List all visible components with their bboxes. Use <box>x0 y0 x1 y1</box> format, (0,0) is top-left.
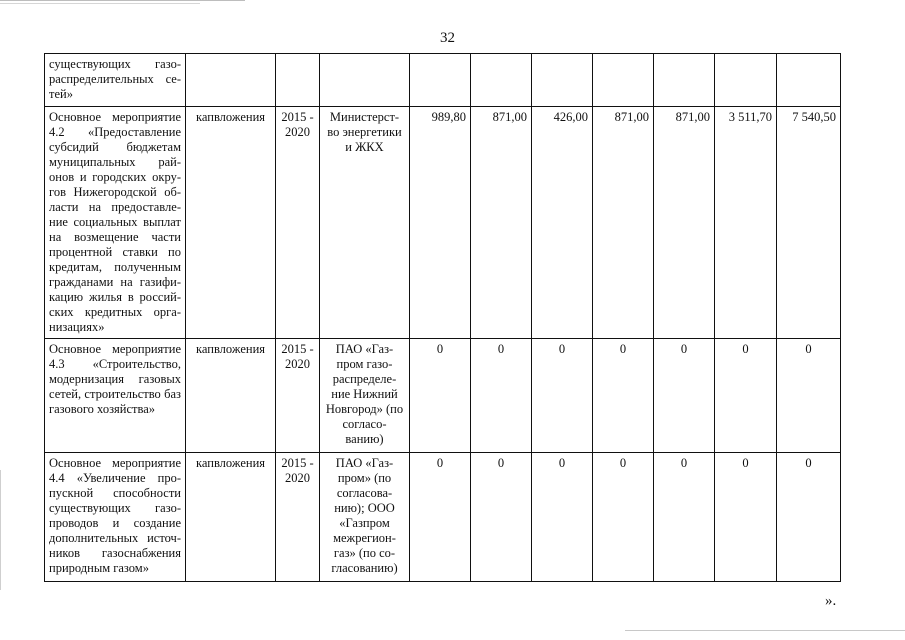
value-cell: 0 <box>532 453 593 582</box>
financing-type-cell <box>186 54 276 107</box>
value-cell <box>654 54 715 107</box>
value-cell: 0 <box>654 453 715 582</box>
value-cell: 0 <box>777 339 841 453</box>
measure-name-cell: Основное мероприятие 4.4 «Увеличение про-пускной способности существующих газо-проводов и создание дополнительных источ-ников газоснабжения природным газом» <box>45 453 186 582</box>
value-cell: 871,00 <box>471 107 532 339</box>
value-cell: 871,00 <box>654 107 715 339</box>
value-cell: 0 <box>593 339 654 453</box>
value-cell <box>471 54 532 107</box>
table-row <box>45 54 841 107</box>
scan-edge-line <box>0 3 200 4</box>
value-cell: 989,80 <box>410 107 471 339</box>
value-cell <box>593 54 654 107</box>
value-cell <box>410 54 471 107</box>
value-cell <box>715 54 777 107</box>
value-cell: 0 <box>654 339 715 453</box>
financing-type-cell: капвложения <box>186 107 276 339</box>
value-cell: 3 511,70 <box>715 107 777 339</box>
value-cell: 0 <box>410 339 471 453</box>
page-number: 32 <box>440 30 455 46</box>
period-cell: 2015 - 2020 <box>276 339 320 453</box>
value-cell: 0 <box>593 453 654 582</box>
period-cell: 2015 - 2020 <box>276 107 320 339</box>
value-cell: 0 <box>471 339 532 453</box>
value-cell: 0 <box>715 453 777 582</box>
executor-cell: ПАО «Газ-пром газо-распределе-ние Нижний Новгород» (по согласо-ванию) <box>320 339 410 453</box>
value-cell: 0 <box>715 339 777 453</box>
executor-cell: ПАО «Газ-пром» (по согласова-нию); ООО «Газпром межрегион-газ» (по со-гласованию) <box>320 453 410 582</box>
program-measures-table <box>44 53 841 582</box>
value-cell: 7 540,50 <box>777 107 841 339</box>
measure-name-cell: существующих газо-распределительных се-тей» <box>45 54 186 107</box>
value-cell: 0 <box>777 453 841 582</box>
value-cell <box>777 54 841 107</box>
financing-type-cell: капвложения <box>186 453 276 582</box>
value-cell: 426,00 <box>532 107 593 339</box>
closing-quote-mark: ». <box>825 593 837 609</box>
scan-edge-line <box>0 470 1 590</box>
value-cell: 0 <box>410 453 471 582</box>
value-cell: 0 <box>532 339 593 453</box>
value-cell <box>532 54 593 107</box>
executor-cell: Министерст-во энергетики и ЖКХ <box>320 107 410 339</box>
value-cell: 871,00 <box>593 107 654 339</box>
measure-name-cell: Основное мероприятие 4.2 «Предоставление субсидий бюджетам муниципальных рай-онов и городских окру-гов Нижегородской об-ласти на предоставле-ние социальных выплат на возмещение части процентной ставки по кредитам, полученным гражданами на газифи-кацию жилья в россий-ских кредитных орга-низациях» <box>45 107 186 339</box>
executor-cell <box>320 54 410 107</box>
value-cell: 0 <box>471 453 532 582</box>
table-row <box>45 453 841 582</box>
financing-type-cell: капвложения <box>186 339 276 453</box>
scan-edge-line <box>0 0 245 1</box>
scan-edge-line <box>625 630 905 631</box>
table-row <box>45 107 841 339</box>
period-cell <box>276 54 320 107</box>
measure-name-cell: Основное мероприятие 4.3 «Строительство, модернизация газовых сетей, строительство баз газового хозяйства» <box>45 339 186 453</box>
period-cell: 2015 - 2020 <box>276 453 320 582</box>
table-row <box>45 339 841 453</box>
